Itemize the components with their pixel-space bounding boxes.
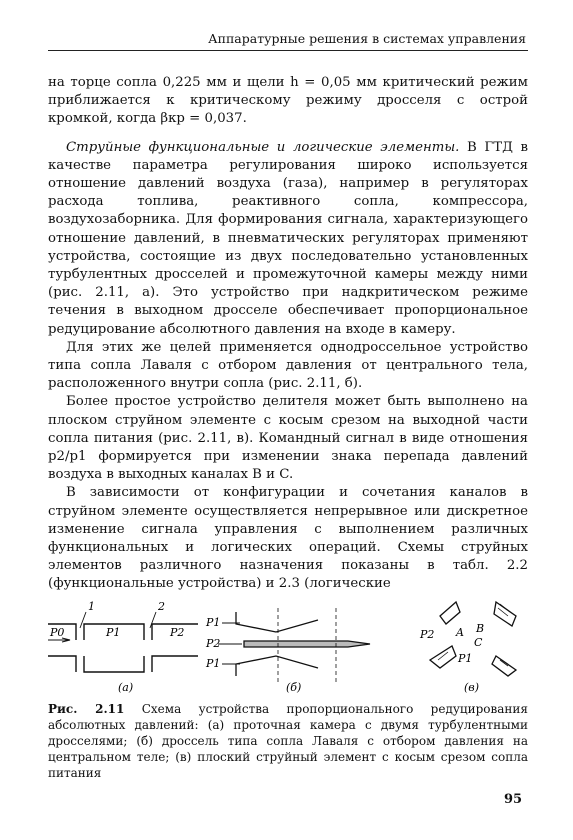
figure-diagram xyxy=(48,598,528,698)
label-c-b: B xyxy=(476,622,485,635)
paragraph-1: на торце сопла 0,225 мм и щели h = 0,05 мм критический режим приближается к критическому режиму дросселя с острой кромкой, когда βкр = 0,037. xyxy=(48,75,528,127)
paragraph-2 xyxy=(48,139,528,339)
label-b-p1-bot: P1 xyxy=(206,657,221,670)
label-c-p2: P2 xyxy=(420,628,435,641)
caption-text: Схема устройства пропорционального редуцирования абсолютных давлений: (а) проточная камера с двумя турбулентными дросселями; (б) дроссель типа сопла Лаваля с отбором давления на центральном теле; (в) плоский струйный элемент с косым срезом сопла питания xyxy=(48,702,528,780)
body-text xyxy=(48,74,528,594)
label-c-c: C xyxy=(474,636,483,649)
paragraph-4: Более простое устройство делителя может быть выполнено на плоском струйном элементе с косым срезом на выходной части сопла питания (рис. 2.11, в). Командный сигнал в виде отношения p2/p1 формируется при изменении знака перепада давлений воздуха в выходных каналах B и C. xyxy=(48,394,528,483)
diagram-a xyxy=(48,612,198,672)
label-c-sub: (в) xyxy=(464,681,479,694)
section-heading: Струйные функциональные и логические элементы. xyxy=(66,139,460,155)
page-number: 95 xyxy=(504,792,523,807)
label-a-p0: P0 xyxy=(50,626,65,639)
diagram-b xyxy=(218,608,370,682)
label-a-p1: P1 xyxy=(106,626,121,639)
figure-caption xyxy=(48,701,528,781)
running-title: Аппаратурные решения в системах управления xyxy=(208,31,526,46)
label-a-2: 2 xyxy=(158,600,165,613)
label-b-p1-top: P1 xyxy=(206,616,221,629)
label-b-p2: P2 xyxy=(206,637,221,650)
label-a-p2: P2 xyxy=(170,626,185,639)
paragraph-5: В зависимости от конфигурации и сочетания каналов в струйном элементе осуществляется непрерывное или дискретное изменение сигнала управления с выполнением различных функциональных и логических операций. Схемы струйных элементов различного назначения показаны в табл. 2.2 (функциональные устройства) и 2.3 (логические xyxy=(48,485,528,592)
paragraph-2-text: В ГТД в качестве параметра регулирования широко используется отношение давлений воздуха (газа), например в регуляторах расхода топлива, реактивного сопла, компрессора, воздухозаборника. Для формирования сигнала, характеризующего отношение давлений, в пневматических регуляторах применяют устройства, состоящие из двух последовательно установленных турбулентных дросселей и промежуточной камеры между ними (рис. 2.11, а). Это устройство при надкритическом режиме течения в выходном дросселе обеспечивает пропорциональное редуцирование абсолютного давления на входе в камеру. xyxy=(48,139,528,337)
diagram-c xyxy=(430,602,516,676)
label-a-1: 1 xyxy=(88,600,95,613)
label-a-sub: (а) xyxy=(118,681,134,694)
paragraph-3: Для этих же целей применяется однодроссельное устройство типа сопла Лаваля с отбором давления от центрального тела, расположенного внутри сопла (рис. 2.11, б). xyxy=(48,339,528,392)
figure-2-11 xyxy=(48,598,528,698)
label-b-sub: (б) xyxy=(286,681,302,694)
label-c-p1: P1 xyxy=(458,652,473,665)
caption-label: Рис. 2.11 xyxy=(48,702,125,716)
running-header xyxy=(48,28,528,51)
label-c-a: A xyxy=(456,626,464,639)
